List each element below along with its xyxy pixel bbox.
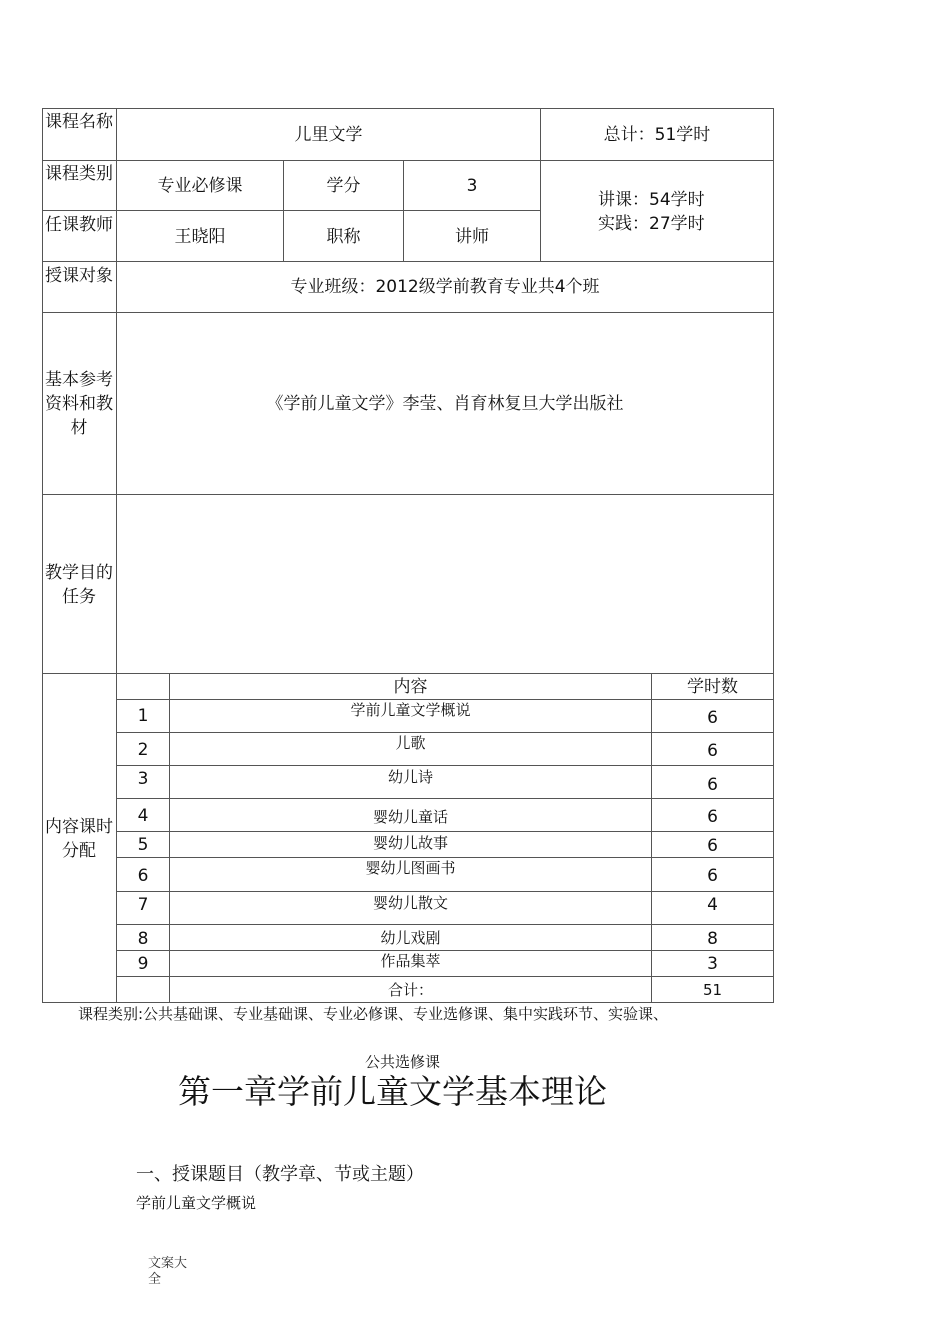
watermark-line2: 全 [148, 1272, 162, 1287]
row-hours: 6 [707, 866, 718, 886]
course-name: 儿里文学 [294, 124, 363, 145]
row-content: 婴幼儿图画书 [365, 859, 456, 877]
section-heading: 一、授课题目（教学章、节或主题） [136, 1164, 424, 1185]
position-title-label: 职称 [326, 227, 361, 247]
goal-content [117, 495, 773, 673]
reference-label: 基本参考资料和教材 [45, 370, 113, 438]
credit-label: 学分 [326, 175, 361, 196]
row-number: 3 [137, 769, 149, 789]
course-type: 专业必修课 [157, 175, 243, 196]
total-value: 51 [702, 980, 723, 999]
row-hours: 8 [707, 929, 718, 949]
teacher-label: 任课教师 [45, 215, 113, 235]
row-number: 8 [137, 929, 149, 949]
row-number: 9 [137, 953, 149, 974]
chapter-title: 第一章学前儿童文学基本理论 [178, 1072, 607, 1111]
row-number: 2 [137, 740, 149, 760]
row-hours: 6 [707, 835, 718, 856]
total-hours: 总计：51学时 [603, 124, 711, 145]
row-content: 儿歌 [395, 734, 426, 752]
row-number: 4 [137, 806, 149, 826]
reference: 《学前儿童文学》李莹、肖育林复旦大学出版社 [266, 393, 624, 414]
credit-value: 3 [466, 175, 478, 196]
row-hours: 3 [707, 953, 718, 974]
row-hours: 6 [707, 707, 718, 728]
distribution-label: 内容课时分配 [45, 817, 113, 861]
lecture-hours: 讲课：54学时 [598, 190, 705, 210]
footnote-line1: 课程类别:公共基础课、专业基础课、专业必修课、专业选修课、集中实践环节、实验课、 [78, 1005, 669, 1023]
row-number: 6 [137, 866, 149, 886]
row-content: 幼儿诗 [387, 768, 433, 786]
practice-hours: 实践：27学时 [598, 214, 705, 234]
course-name-label: 课程名称 [45, 112, 113, 132]
row-content: 婴幼儿故事 [372, 834, 448, 852]
row-content: 作品集萃 [380, 952, 441, 970]
row-content: 学前儿童文学概说 [350, 701, 471, 719]
content-header: 内容 [393, 676, 428, 697]
row-content: 婴幼儿童话 [372, 808, 448, 826]
goal-label: 教学目的任务 [45, 563, 113, 607]
total-label: 合计： [387, 980, 433, 999]
audience: 专业班级：2012级学前教育专业共4个班 [290, 277, 600, 297]
course-type-label: 课程类别 [45, 164, 113, 184]
position-title: 讲师 [455, 227, 489, 247]
hours-header: 学时数 [687, 676, 738, 697]
row-hours: 4 [707, 895, 718, 915]
row-content: 幼儿戏剧 [380, 929, 441, 947]
row-content: 婴幼儿散文 [372, 894, 448, 912]
row-hours: 6 [707, 774, 718, 795]
footnote-line2: 公共选修课 [365, 1053, 441, 1071]
row-hours: 6 [707, 807, 718, 827]
watermark-line1: 文案大 [148, 1256, 188, 1271]
row-hours: 6 [707, 741, 718, 761]
section-text: 学前儿童文学概说 [136, 1194, 257, 1212]
row-number: 1 [137, 706, 149, 726]
watermark [148, 1256, 187, 1288]
audience-label: 授课对象 [45, 266, 113, 286]
row-number: 5 [137, 834, 149, 855]
row-number: 7 [137, 895, 149, 915]
teacher-name: 王晓阳 [174, 227, 226, 247]
